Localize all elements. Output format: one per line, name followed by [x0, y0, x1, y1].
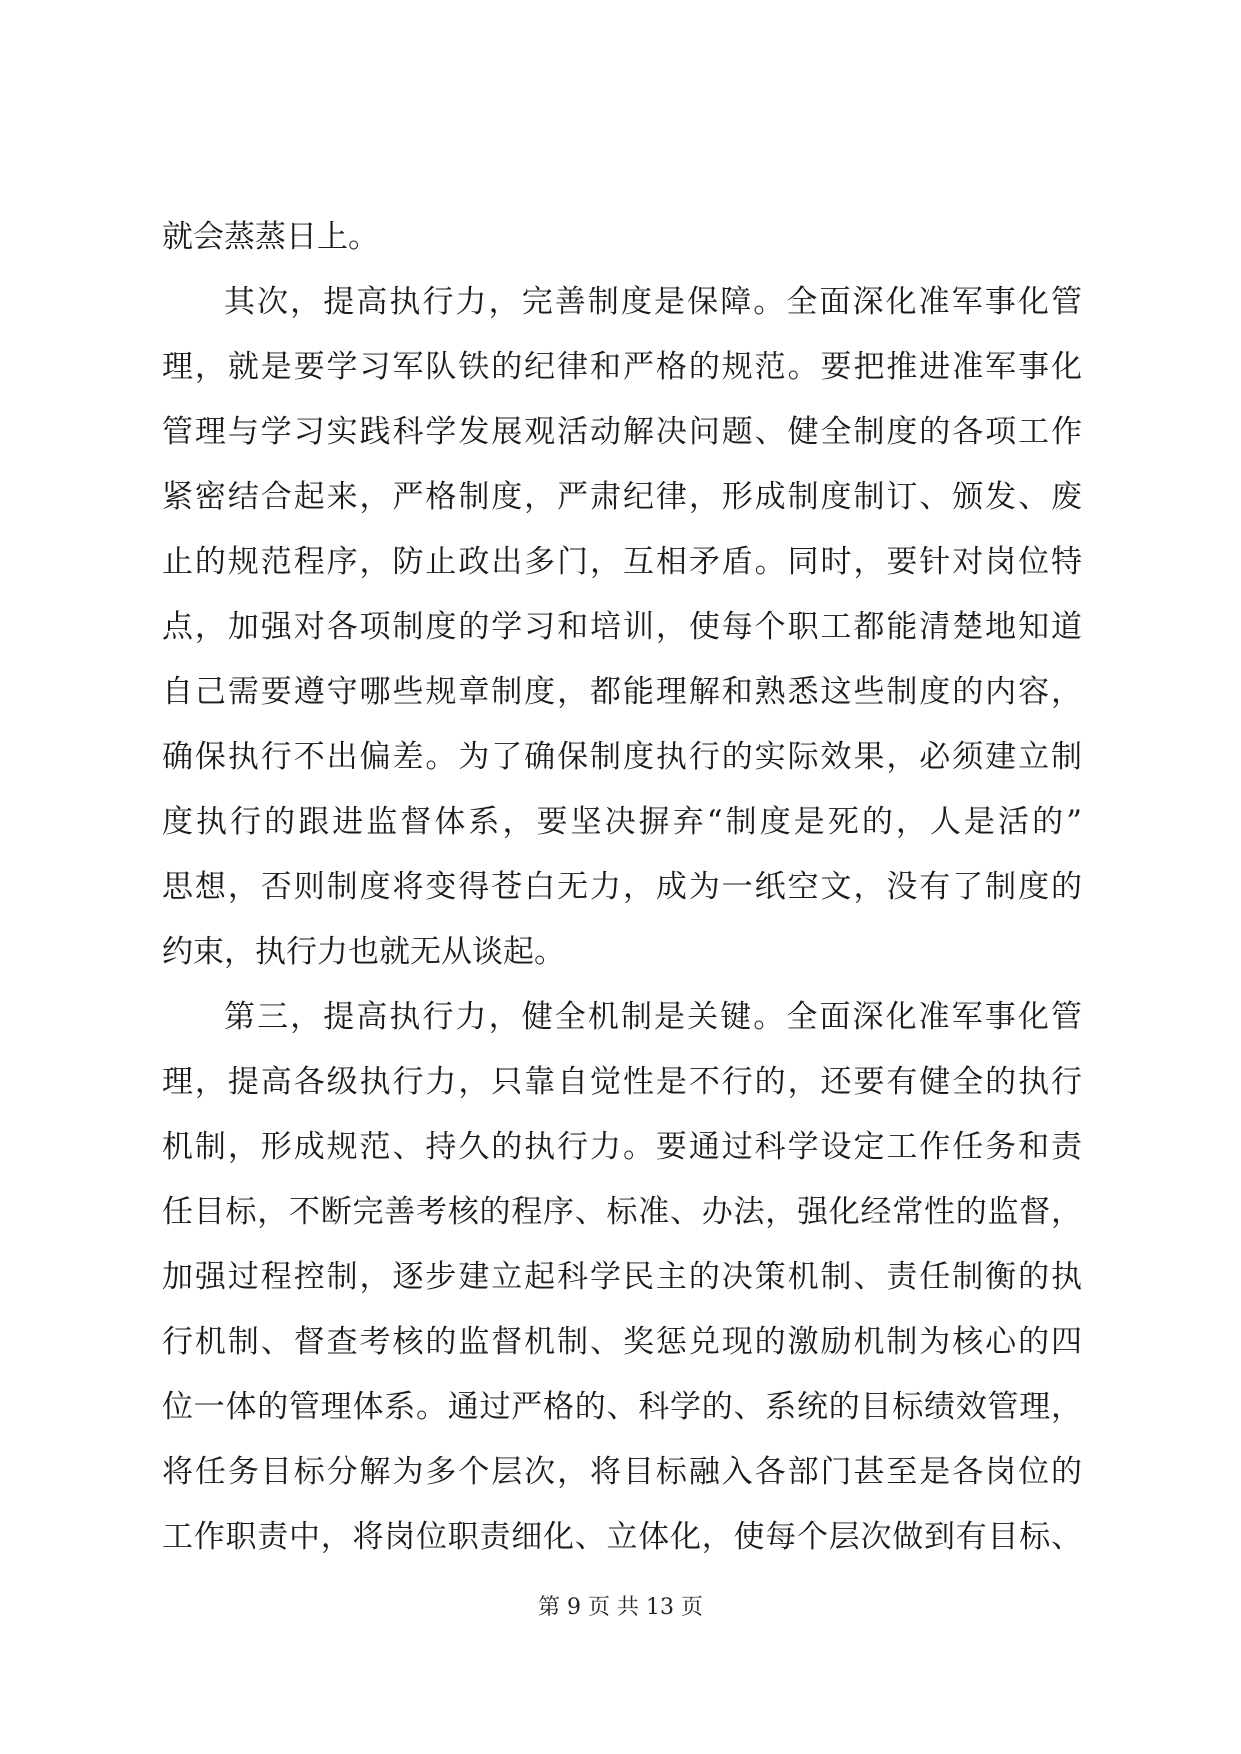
paragraph-line: 思想，否则制度将变得苍白无力，成为一纸空文，没有了制度的 — [162, 869, 1082, 905]
paragraph-line: 点，加强对各项制度的学习和培训，使每个职工都能清楚地知道 — [162, 609, 1082, 645]
page-number-footer: 第 9 页 共 13 页 — [538, 1595, 703, 1620]
paragraph-line: 就会蒸蒸日上。 — [162, 219, 379, 255]
paragraph-line: 加强过程控制，逐步建立起科学民主的决策机制、责任制衡的执 — [162, 1259, 1082, 1295]
paragraph-line: 位一体的管理体系。通过严格的、科学的、系统的目标绩效管理， — [162, 1389, 1082, 1425]
paragraph-line: 度执行的跟进监督体系，要坚决摒弃“制度是死的，人是活的” — [162, 804, 1082, 840]
paragraph-line: 止的规范程序，防止政出多门，互相矛盾。同时，要针对岗位特 — [162, 544, 1082, 580]
paragraph-line: 理，就是要学习军队铁的纪律和严格的规范。要把推进准军事化 — [162, 349, 1082, 385]
paragraph-line: 将任务目标分解为多个层次，将目标融入各部门甚至是各岗位的 — [162, 1454, 1082, 1490]
paragraph-line: 确保执行不出偏差。为了确保制度执行的实际效果，必须建立制 — [162, 739, 1082, 775]
paragraph-line: 工作职责中，将岗位职责细化、立体化，使每个层次做到有目标、 — [162, 1519, 1082, 1555]
document-body — [162, 205, 1082, 1570]
paragraph-line: 第三，提高执行力，健全机制是关键。全面深化准军事化管 — [224, 999, 1082, 1035]
paragraph-line: 自己需要遵守哪些规章制度，都能理解和熟悉这些制度的内容， — [162, 674, 1082, 710]
paragraph-line: 约束，执行力也就无从谈起。 — [162, 934, 565, 970]
paragraph-line: 任目标，不断完善考核的程序、标准、办法，强化经常性的监督， — [162, 1194, 1082, 1230]
paragraph-line: 行机制、督查考核的监督机制、奖惩兑现的激励机制为核心的四 — [162, 1324, 1082, 1360]
paragraph-line: 理，提高各级执行力，只靠自觉性是不行的，还要有健全的执行 — [162, 1064, 1082, 1100]
paragraph-line: 管理与学习实践科学发展观活动解决问题、健全制度的各项工作 — [162, 414, 1082, 450]
paragraph-line: 紧密结合起来，严格制度，严肃纪律，形成制度制订、颁发、废 — [162, 479, 1082, 515]
paragraph-line: 机制，形成规范、持久的执行力。要通过科学设定工作任务和责 — [162, 1129, 1082, 1165]
paragraph-line: 其次，提高执行力，完善制度是保障。全面深化准军事化管 — [224, 284, 1082, 320]
